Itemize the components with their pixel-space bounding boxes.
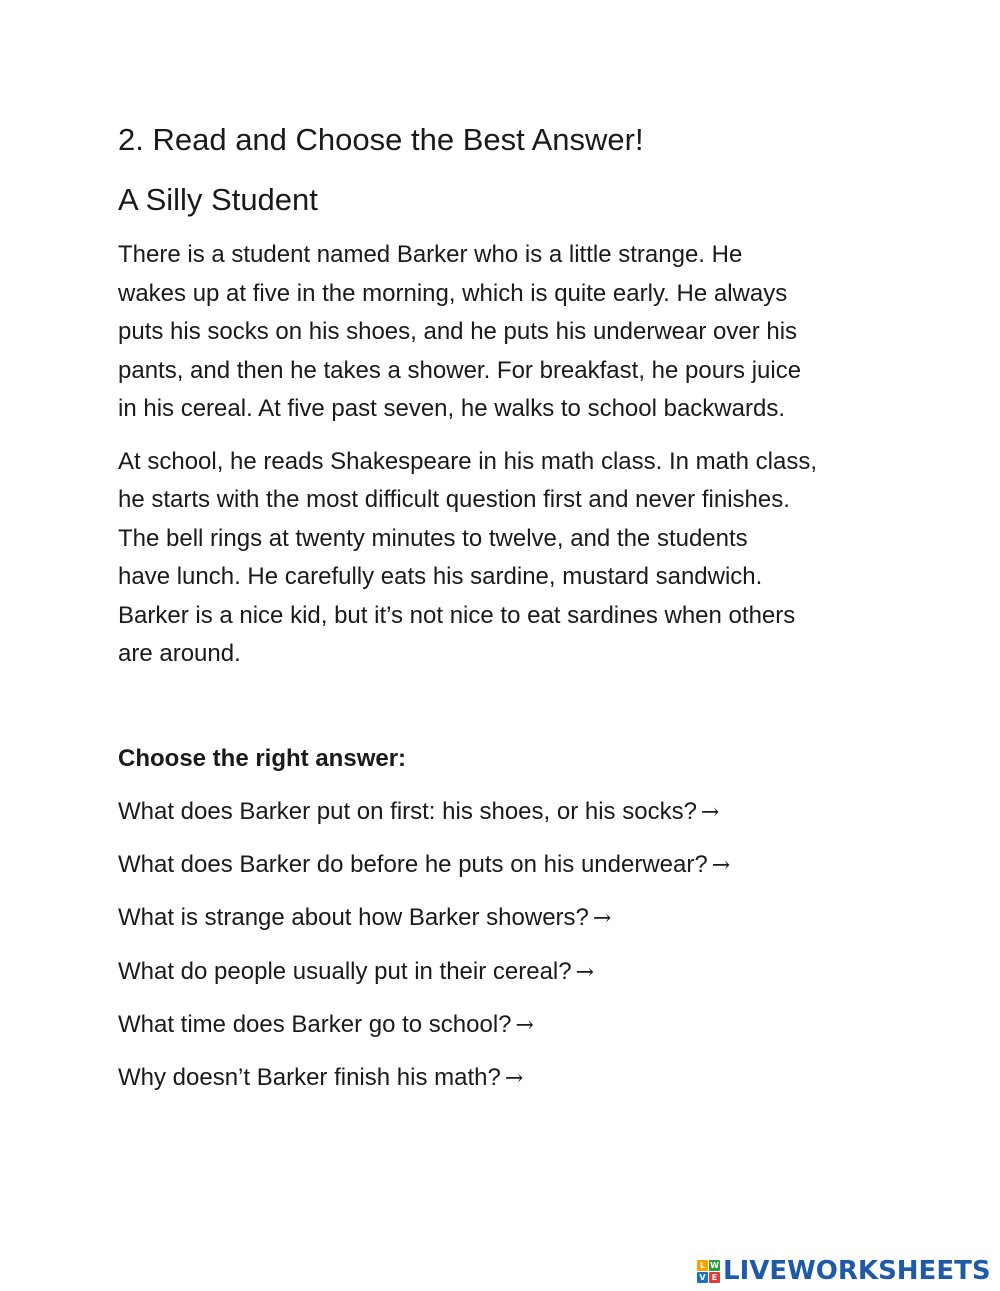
story-line: puts his socks on his shoes, and he puts his underwear over his bbox=[118, 318, 798, 345]
question-text: What does Barker put on first: his shoes, or his socks? bbox=[118, 798, 697, 825]
logo-tile: L bbox=[697, 1260, 708, 1271]
question-text: What is strange about how Barker showers? bbox=[118, 904, 589, 931]
story-line: in his cereal. At five past seven, he walks to school backwards. bbox=[118, 395, 785, 422]
logo-text: LIVEWORKSHEETS bbox=[723, 1256, 991, 1286]
arrow-icon: → bbox=[504, 1066, 524, 1091]
story-title: A Silly Student bbox=[118, 182, 318, 217]
question-item bbox=[118, 795, 719, 830]
question-item bbox=[118, 1061, 523, 1096]
liveworksheets-logo bbox=[697, 1254, 991, 1288]
story-line: Barker is a nice kid, but it’s not nice to eat sardines when others bbox=[118, 601, 796, 629]
story-paragraph-1 bbox=[118, 236, 908, 429]
question-item bbox=[118, 1008, 534, 1043]
worksheet-page bbox=[118, 118, 908, 1091]
story-line: have lunch. He carefully eats his sardine, mustard sandwich. bbox=[118, 563, 763, 590]
logo-tile: V bbox=[697, 1272, 708, 1283]
page-heading: 2. Read and Choose the Best Answer! bbox=[118, 122, 644, 157]
story-paragraph-2 bbox=[118, 443, 908, 674]
arrow-icon: → bbox=[575, 960, 595, 985]
arrow-icon: → bbox=[592, 906, 612, 931]
story-line: he starts with the most difficult question first and never finishes. bbox=[118, 486, 790, 513]
question-text: What do people usually put in their cereal? bbox=[118, 958, 572, 985]
arrow-icon: → bbox=[700, 800, 720, 825]
question-text: What does Barker do before he puts on his underwear? bbox=[118, 851, 708, 878]
logo-tile: W bbox=[710, 1260, 719, 1270]
arrow-icon: → bbox=[515, 1013, 534, 1038]
question-text: What time does Barker go to school? bbox=[118, 1011, 512, 1038]
logo-tiles-icon bbox=[697, 1260, 720, 1283]
arrow-icon: → bbox=[711, 853, 731, 878]
story-line: pants, and then he takes a shower. For breakfast, he pours juice bbox=[118, 356, 802, 384]
question-item bbox=[118, 848, 730, 883]
logo-tile: E bbox=[709, 1272, 720, 1283]
story-line: There is a student named Barker who is a little strange. He bbox=[118, 241, 743, 268]
story-line: The bell rings at twenty minutes to twelve, and the students bbox=[118, 524, 748, 552]
story-line: At school, he reads Shakespeare in his math class. In math class, bbox=[118, 447, 818, 475]
questions-title: Choose the right answer: bbox=[118, 745, 407, 772]
story-line: are around. bbox=[118, 640, 241, 667]
question-item bbox=[118, 901, 611, 936]
question-item bbox=[118, 955, 594, 990]
story-line: wakes up at five in the morning, which is quite early. He always bbox=[118, 279, 788, 307]
question-text: Why doesn’t Barker finish his math? bbox=[118, 1064, 501, 1091]
